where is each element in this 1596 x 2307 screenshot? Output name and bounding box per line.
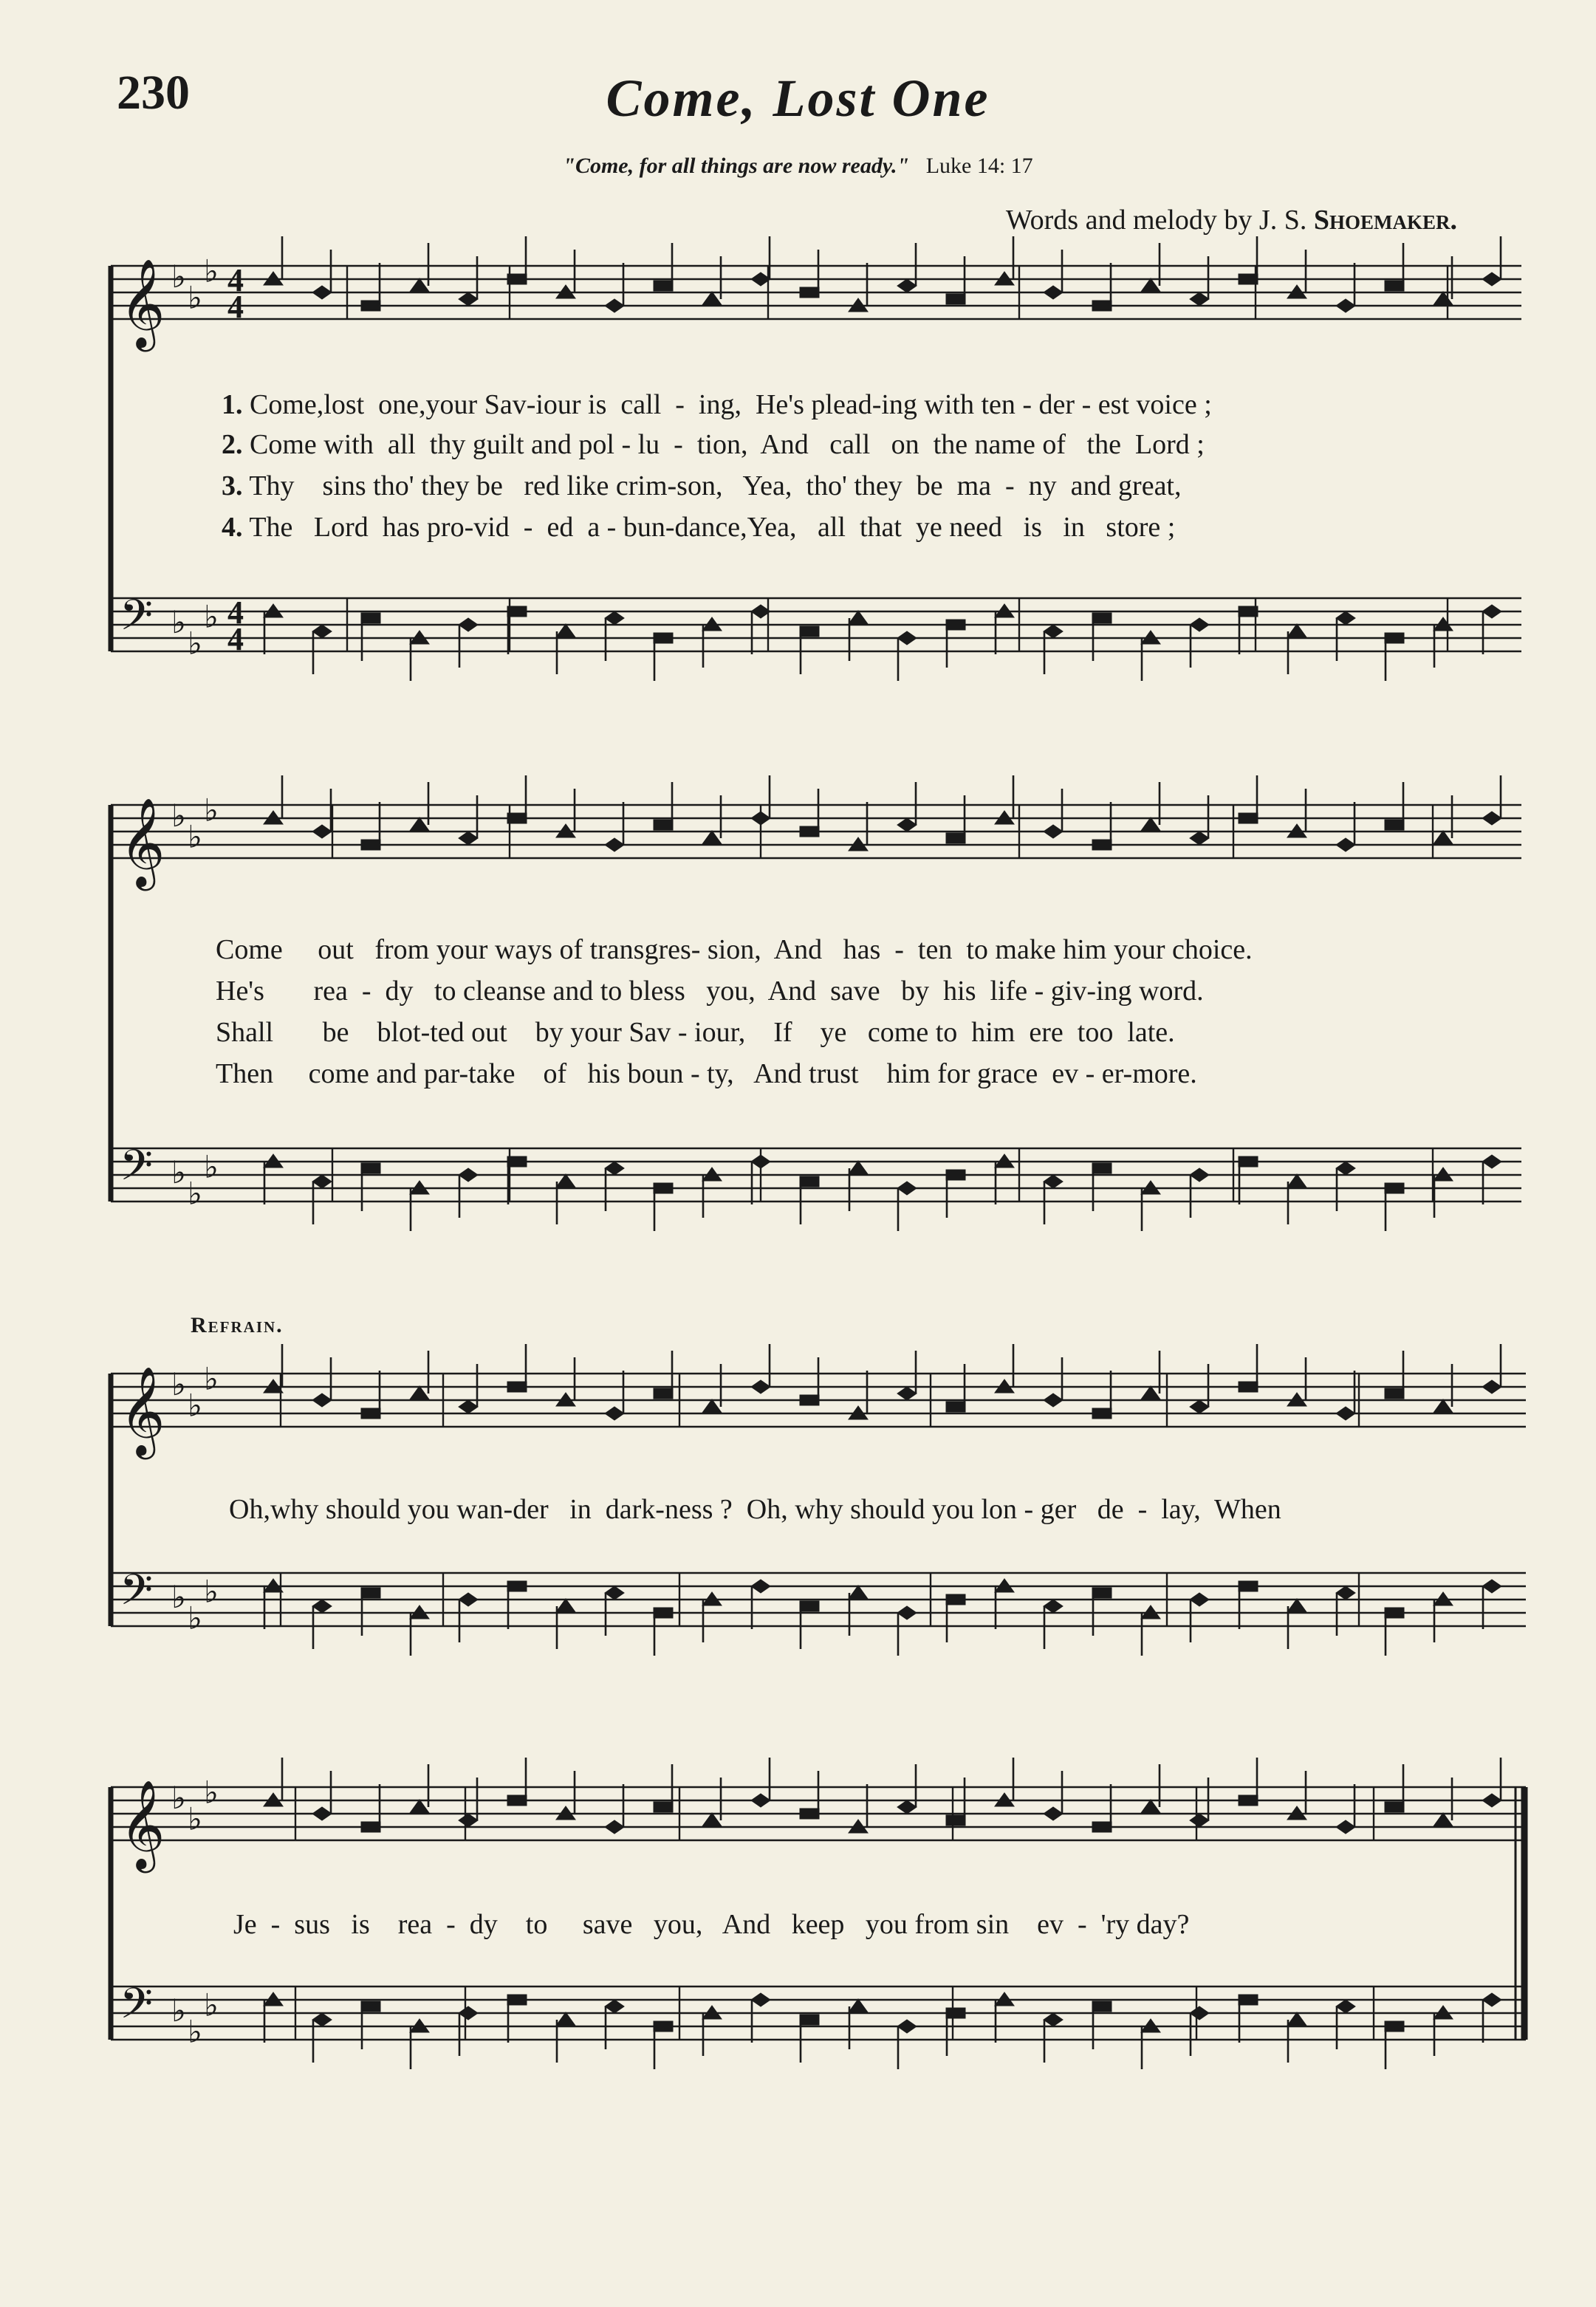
flat-icon: ♭	[171, 1154, 186, 1190]
flat-icon: ♭	[204, 1148, 219, 1185]
note-head	[800, 1601, 819, 1611]
flat-icon: ♭	[171, 1992, 186, 2029]
note-head	[1482, 1993, 1501, 2006]
note-head	[751, 1155, 770, 1168]
note-head	[1336, 1586, 1355, 1600]
note-head	[897, 2020, 917, 2033]
note-head	[1482, 1580, 1501, 1593]
note-head	[1190, 618, 1209, 631]
note-head	[1141, 817, 1160, 831]
note-head	[1190, 1168, 1209, 1182]
note-head	[556, 624, 575, 637]
note-head	[1482, 812, 1501, 825]
refrain-label: Refrain.	[191, 1313, 284, 1337]
note-head	[751, 1794, 770, 1807]
note-head	[410, 1386, 429, 1399]
note-head	[410, 817, 429, 831]
note-head	[1482, 605, 1501, 618]
note-head	[1044, 1175, 1063, 1188]
hymn-title: Come, Lost One	[606, 69, 990, 128]
note-head	[459, 1400, 478, 1413]
note-head	[605, 1586, 624, 1600]
bass-clef-icon: 𝄢	[120, 1140, 154, 1201]
note-head	[946, 1402, 965, 1412]
note-head	[507, 606, 527, 617]
note-head	[361, 2001, 380, 2012]
note-head	[1092, 2001, 1112, 2012]
note-head	[1044, 286, 1063, 299]
note-head	[1336, 1820, 1355, 1834]
note-head	[507, 1156, 527, 1167]
note-head	[1434, 831, 1453, 844]
note-head	[312, 625, 332, 638]
time-signature: 4	[227, 262, 244, 298]
page-number: 230	[117, 66, 190, 120]
flat-icon: ♭	[188, 1175, 202, 1212]
note-head	[1190, 1593, 1209, 1606]
note-head	[751, 812, 770, 825]
note-head	[1385, 1388, 1404, 1399]
note-head	[1190, 832, 1209, 845]
note-head	[897, 1387, 917, 1400]
note-head	[654, 1608, 673, 1618]
note-head	[605, 1162, 624, 1175]
note-head	[946, 1815, 965, 1826]
treble-clef-icon: 𝄞	[120, 797, 165, 887]
note-head	[361, 613, 380, 623]
flat-icon: ♭	[204, 1573, 219, 1610]
note-head	[654, 1388, 673, 1399]
note-head	[800, 1809, 819, 1819]
note-head	[1434, 292, 1453, 305]
note-head	[1385, 1608, 1404, 1618]
note-head	[1092, 613, 1112, 623]
flat-icon: ♭	[188, 625, 202, 662]
note-head	[361, 1588, 380, 1598]
note-head	[1385, 281, 1404, 291]
note-head	[312, 1175, 332, 1188]
note-head	[1336, 611, 1355, 625]
note-head	[1044, 1394, 1063, 1407]
note-head	[897, 1182, 917, 1195]
note-head	[1141, 1800, 1160, 1813]
note-head	[361, 1408, 380, 1419]
note-head	[312, 825, 332, 838]
note-head	[459, 1168, 478, 1182]
time-signature: 4	[227, 621, 244, 657]
note-head	[1434, 1399, 1453, 1413]
note-head	[1044, 825, 1063, 838]
note-head	[1044, 1807, 1063, 1820]
note-head	[897, 279, 917, 292]
note-head	[1336, 2000, 1355, 2013]
note-head	[605, 1820, 624, 1834]
note-head	[605, 611, 624, 625]
bass-clef-icon: 𝄢	[120, 1978, 154, 2039]
note-head	[312, 1600, 332, 1613]
note-head	[897, 1606, 917, 1619]
note-head	[556, 2012, 575, 2026]
note-head	[1287, 2012, 1306, 2026]
note-head	[459, 618, 478, 631]
note-head	[1092, 301, 1112, 311]
flat-icon: ♭	[171, 1365, 186, 1402]
note-head	[507, 1382, 527, 1392]
verse-line-4-cont: Then come and par-take of his boun - ty, And trust him for grace ev - er-more.	[216, 1058, 1197, 1089]
flat-icon: ♭	[171, 603, 186, 640]
flat-icon: ♭	[171, 1779, 186, 1816]
flat-icon: ♭	[171, 1578, 186, 1615]
note-head	[410, 1800, 429, 1813]
bass-clef-icon: 𝄢	[120, 590, 154, 651]
note-head	[361, 301, 380, 311]
note-head	[1385, 820, 1404, 830]
treble-clef-icon: 𝄞	[120, 1365, 165, 1456]
note-head	[946, 294, 965, 304]
bass-clef-icon: 𝄢	[120, 1565, 154, 1625]
note-head	[1190, 2006, 1209, 2020]
note-head	[1239, 274, 1258, 284]
verse-line-3-cont: Shall be blot-ted out by your Sav - iour, If ye come to him ere too late.	[216, 1017, 1175, 1048]
flat-icon: ♭	[188, 2013, 202, 2050]
note-head	[946, 1594, 965, 1605]
time-signature: 4	[227, 594, 244, 631]
note-head	[654, 2021, 673, 2032]
note-head	[897, 631, 917, 645]
note-head	[1287, 624, 1306, 637]
note-head	[1239, 1995, 1258, 2005]
note-head	[459, 1814, 478, 1827]
note-head	[410, 278, 429, 292]
note-head	[1239, 1382, 1258, 1392]
verse-line-1-cont: Come out from your ways of transgres- sion, And has - ten to make him your choice.	[216, 934, 1253, 965]
note-head	[312, 2013, 332, 2026]
note-head	[1336, 1407, 1355, 1420]
note-head	[1190, 1814, 1209, 1827]
note-head	[897, 1800, 917, 1814]
note-head	[1239, 606, 1258, 617]
note-head	[556, 1174, 575, 1187]
flat-icon: ♭	[204, 598, 219, 635]
epigraph-reference: Luke 14: 17	[925, 154, 1033, 178]
note-head	[1092, 1408, 1112, 1419]
note-head	[702, 831, 722, 844]
note-head	[459, 1593, 478, 1606]
note-head	[507, 1995, 527, 2005]
note-head	[312, 1394, 332, 1407]
flat-icon: ♭	[204, 792, 219, 829]
note-head	[1092, 1588, 1112, 1598]
flat-icon: ♭	[188, 279, 202, 316]
note-head	[946, 1170, 965, 1180]
note-head	[751, 1380, 770, 1394]
note-head	[946, 620, 965, 630]
note-head	[702, 1813, 722, 1826]
note-head	[1385, 1802, 1404, 1812]
note-head	[605, 1407, 624, 1420]
note-head	[312, 1807, 332, 1820]
note-head	[507, 1795, 527, 1806]
note-head	[1336, 838, 1355, 851]
note-head	[1190, 292, 1209, 306]
refrain-line-2: Je - sus is rea - dy to save you, And keep you from sin ev - 'ry day?	[233, 1909, 1190, 1940]
note-head	[1336, 299, 1355, 312]
note-head	[849, 1999, 868, 2012]
note-head	[946, 2008, 965, 2018]
flat-icon: ♭	[188, 818, 202, 855]
note-head	[1239, 813, 1258, 823]
note-head	[1092, 840, 1112, 850]
note-head	[1287, 1599, 1306, 1612]
note-head	[361, 1822, 380, 1832]
epigraph-quote: "Come, for all things are now ready."	[563, 154, 910, 178]
note-head	[702, 1399, 722, 1413]
note-head	[1434, 1813, 1453, 1826]
note-head	[800, 2015, 819, 2025]
flat-icon: ♭	[188, 1600, 202, 1636]
note-head	[702, 292, 722, 305]
flat-icon: ♭	[171, 258, 186, 295]
flat-icon: ♭	[171, 797, 186, 834]
verse-line-2: 2. Come with all thy guilt and pol - lu - tion, And call on the name of the Lord ;	[222, 429, 1205, 460]
note-head	[946, 833, 965, 843]
flat-icon: ♭	[204, 253, 219, 289]
note-head	[1044, 625, 1063, 638]
note-head	[507, 274, 527, 284]
note-head	[1287, 1174, 1306, 1187]
credit-prefix: Words and melody by J. S.	[1005, 205, 1307, 236]
note-head	[361, 1163, 380, 1173]
refrain-line-1: Oh,why should you wan-der in dark-ness ? Oh, why should you lon - ger de - lay, When	[229, 1494, 1281, 1525]
note-head	[654, 1183, 673, 1193]
note-head	[1385, 2021, 1404, 2032]
note-head	[1385, 633, 1404, 643]
credit-name: Shoemaker.	[1313, 205, 1457, 236]
note-head	[1092, 1822, 1112, 1832]
note-head	[1141, 278, 1160, 292]
note-head	[800, 1176, 819, 1187]
note-head	[1385, 1183, 1404, 1193]
note-head	[654, 633, 673, 643]
note-head	[605, 299, 624, 312]
verse-line-4: 4. The Lord has pro-vid - ed a - bun-dance,Yea, all that ye need is in store ;	[222, 512, 1176, 543]
note-head	[800, 826, 819, 837]
note-head	[1239, 1156, 1258, 1167]
flat-icon: ♭	[188, 1800, 202, 1837]
note-head	[849, 611, 868, 624]
note-head	[1044, 1600, 1063, 1613]
note-head	[507, 813, 527, 823]
note-head	[1239, 1581, 1258, 1591]
note-head	[1482, 1794, 1501, 1807]
note-head	[800, 287, 819, 298]
note-head	[605, 838, 624, 851]
note-head	[751, 1580, 770, 1593]
note-head	[459, 2006, 478, 2020]
note-head	[849, 1161, 868, 1174]
note-head	[556, 1599, 575, 1612]
flat-icon: ♭	[188, 1387, 202, 1424]
verse-line-1: 1. Come,lost one,your Sav-iour is call - ing, He's plead-ing with ten - der - est voice ;	[222, 389, 1212, 420]
note-head	[459, 832, 478, 845]
note-head	[654, 1802, 673, 1812]
verse-line-2-cont: He's rea - dy to cleanse and to bless you, And save by his life - giv-ing word.	[216, 976, 1204, 1007]
note-head	[1044, 2013, 1063, 2026]
time-signature: 4	[227, 289, 244, 325]
flat-icon: ♭	[204, 1360, 219, 1397]
note-head	[800, 626, 819, 637]
note-head	[1190, 1400, 1209, 1413]
note-head	[751, 1993, 770, 2006]
note-head	[312, 286, 332, 299]
flat-icon: ♭	[204, 1774, 219, 1811]
verse-line-3: 3. Thy sins tho' they be red like crim-son, Yea, tho' they be ma - ny and great,	[222, 470, 1182, 501]
treble-clef-icon: 𝄞	[120, 1779, 165, 1869]
note-head	[1092, 1163, 1112, 1173]
note-head	[605, 2000, 624, 2013]
note-head	[1141, 1386, 1160, 1399]
treble-clef-icon: 𝄞	[120, 258, 165, 348]
note-head	[654, 281, 673, 291]
flat-icon: ♭	[204, 1987, 219, 2023]
note-head	[459, 292, 478, 306]
note-head	[1482, 272, 1501, 286]
note-head	[654, 820, 673, 830]
note-head	[507, 1581, 527, 1591]
note-head	[361, 840, 380, 850]
note-head	[800, 1395, 819, 1405]
note-head	[897, 818, 917, 832]
note-head	[1482, 1380, 1501, 1394]
note-head	[1482, 1155, 1501, 1168]
note-head	[849, 1586, 868, 1599]
note-head	[1336, 1162, 1355, 1175]
note-head	[1239, 1795, 1258, 1806]
